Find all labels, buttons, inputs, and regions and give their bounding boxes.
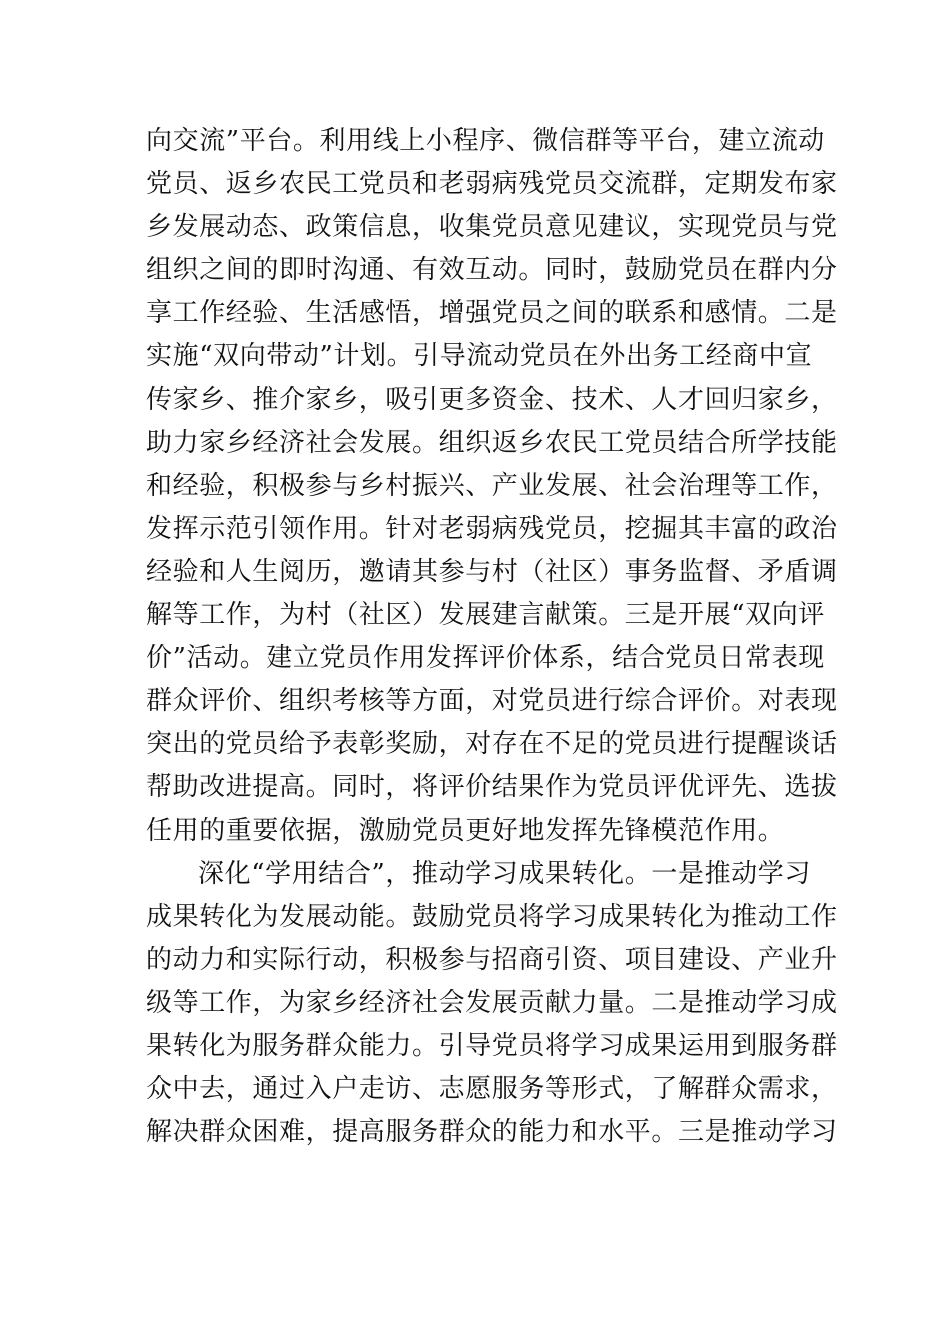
text-line: 的动力和实际行动，积极参与招商引资、项目建设、产业升 — [146, 944, 838, 975]
text-line: 成果转化为发展动能。鼓励党员将学习成果转化为推动工作 — [146, 901, 838, 932]
text-line: 众中去，通过入户走访、志愿服务等形式，了解群众需求， — [146, 1074, 838, 1105]
paragraph-end-line: 任用的重要依据，激励党员更好地发挥先锋模范作用。 — [146, 815, 785, 846]
text-line: 乡发展动态、政策信息，收集党员意见建议，实现党员与党 — [146, 212, 838, 243]
text-line: 帮助改进提高。同时，将评价结果作为党员评优评先、选拔 — [146, 772, 838, 803]
text-line: 组织之间的即时沟通、有效互动。同时，鼓励党员在群内分 — [146, 255, 838, 286]
text-line: 向交流”平台。利用线上小程序、微信群等平台，建立流动 — [146, 126, 825, 156]
text-line: 享工作经验、生活感悟，增强党员之间的联系和感情。二是 — [146, 298, 838, 329]
text-line: 党员、返乡农民工党员和老弱病残党员交流群，定期发布家 — [146, 169, 838, 200]
text-line: 和经验，积极参与乡村振兴、产业发展、社会治理等工作， — [146, 470, 838, 501]
body-text — [146, 120, 838, 1154]
text-line: 传家乡、推介家乡，吸引更多资金、技术、人才回归家乡， — [146, 384, 838, 415]
text-line: 发挥示范引领作用。针对老弱病残党员，挖掘其丰富的政治 — [146, 513, 838, 544]
text-line: 助力家乡经济社会发展。组织返乡农民工党员结合所学技能 — [146, 427, 838, 458]
paragraph-start-line: 深化“学用结合”，推动学习成果转化。一是推动学习 — [198, 858, 811, 889]
text-line: 果转化为服务群众能力。引导党员将学习成果运用到服务群 — [146, 1030, 838, 1061]
text-line: 群众评价、组织考核等方面，对党员进行综合评价。对表现 — [146, 686, 838, 717]
text-line: 经验和人生阅历，邀请其参与村（社区）事务监督、矛盾调 — [146, 556, 838, 587]
text-line: 突出的党员给予表彰奖励，对存在不足的党员进行提醒谈话 — [146, 729, 838, 760]
text-line: 解等工作，为村（社区）发展建言献策。三是开展“双向评 — [146, 600, 825, 631]
text-line: 价”活动。建立党员作用发挥评价体系，结合党员日常表现 — [146, 643, 825, 674]
text-line: 实施“双向带动”计划。引导流动党员在外出务工经商中宣 — [146, 341, 813, 372]
text-line: 解决群众困难，提高服务群众的能力和水平。三是推动学习 — [146, 1117, 838, 1148]
text-line: 级等工作，为家乡经济社会发展贡献力量。二是推动学习成 — [146, 987, 838, 1018]
